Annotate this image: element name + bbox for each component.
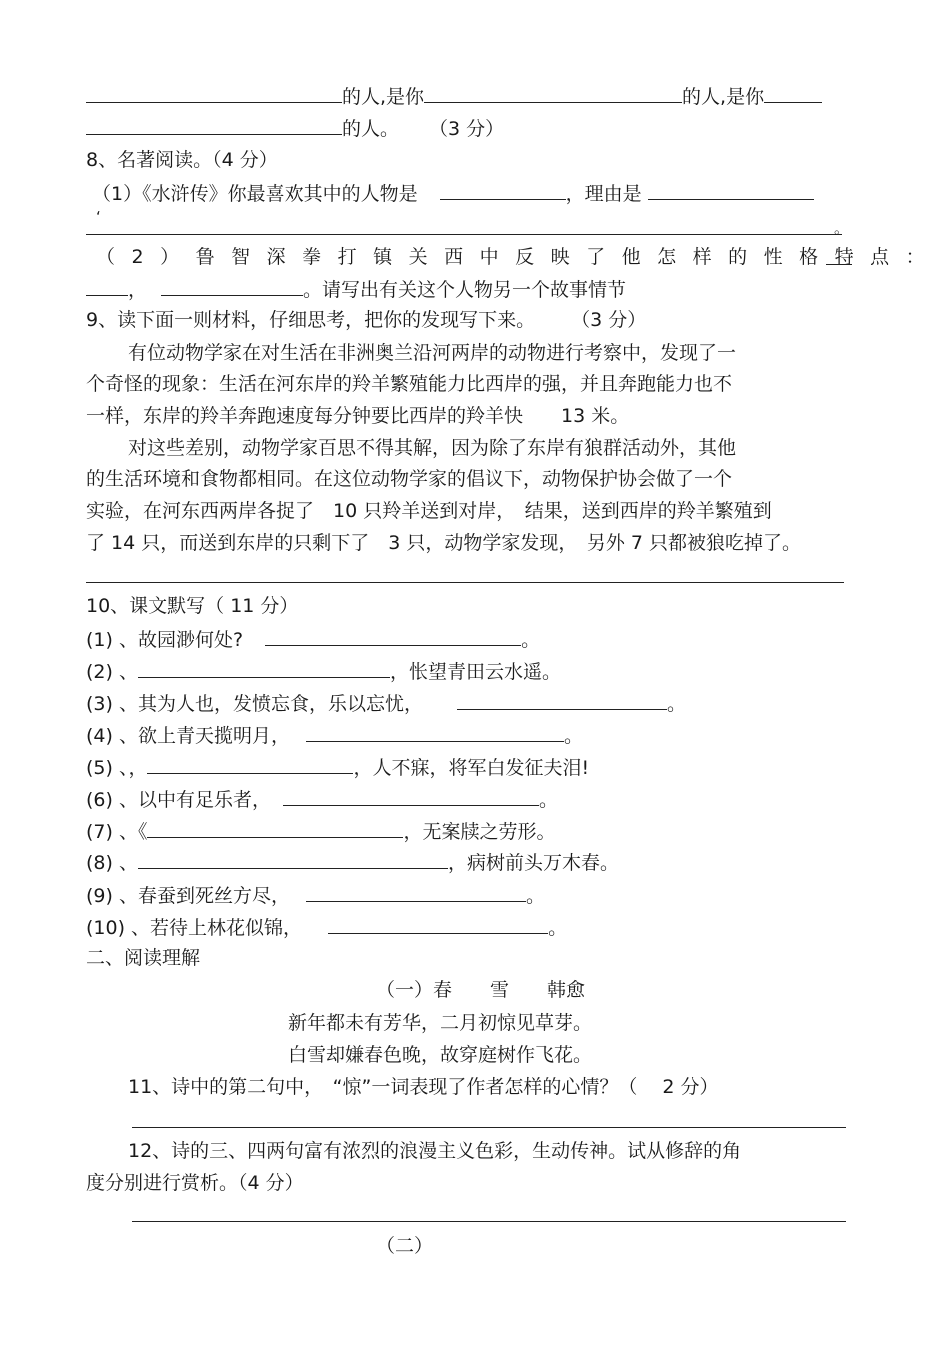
top-line-1: 的人,是你 的人,是你 (86, 84, 822, 109)
answer-blank[interactable] (440, 181, 566, 200)
poem-heading: （一）春 雪 韩愈 (376, 979, 586, 1001)
q8-title: 8、名著阅读。（4 分） (86, 149, 278, 171)
section-title: 二、阅读理解 (86, 947, 201, 969)
answer-line[interactable] (132, 1221, 846, 1222)
answer-blank[interactable] (147, 755, 353, 774)
q9-para: 有位动物学家在对生活在非洲奥兰沿河两岸的动物进行考察中，发现了一 (128, 342, 737, 364)
q9-para: 个奇怪的现象：生活在河东岸的羚羊繁殖能力比西岸的强，并且奔跑能力也不 (86, 373, 733, 395)
q11: 11、诗中的第二句中， “惊”一词表现了作者怎样的心情？（ 2 分） (128, 1076, 719, 1098)
q12: 度分别进行赏析。（4 分） (86, 1172, 304, 1194)
answer-blank[interactable] (147, 819, 403, 838)
q9-para: 实验，在河东西两岸各捉了 10 只羚羊送到对岸， 结果，送到西岸的羚羊繁殖到 (86, 500, 772, 522)
q8-part2: （2）鲁智深拳打镇关西中反映了他怎样的性格特点： (96, 246, 942, 268)
part-heading: （二） (376, 1235, 434, 1257)
recite-item: (1) 、故园渺何处? 。 (86, 629, 541, 651)
q12: 12、诗的三、四两句富有浓烈的浪漫主义色彩，生动传神。试从修辞的角 (128, 1140, 742, 1162)
poem-line: 白雪却嫌春色晚，故穿庭树作飞花。 (288, 1044, 593, 1066)
answer-blank[interactable] (328, 915, 548, 934)
answer-blank[interactable] (138, 850, 448, 869)
q8-part1-mark: ‘ (96, 208, 101, 226)
q9-para: 的生活环境和食物都相同。在这位动物学家的倡议下，动物保护协会做了一个 (86, 468, 733, 490)
q9-title: 9、读下面一则材料，仔细思考，把你的发现写下来。 （3 分） (86, 309, 647, 331)
answer-blank[interactable] (138, 659, 390, 678)
recite-item: (5) 、， ，人不寐，将军白发征夫泪! (86, 757, 590, 779)
answer-blank[interactable] (764, 84, 822, 103)
answer-blank[interactable] (648, 181, 814, 200)
q9-para: 一样，东岸的羚羊奔跑速度每分钟要比西岸的羚羊快 13 米。 (86, 405, 630, 427)
q8-part1: （1）《水浒传》你最喜欢其中的人物是 ，理由是 (92, 181, 814, 206)
answer-line[interactable] (86, 582, 844, 583)
recite-item: (4) 、欲上青天揽明月， 。 (86, 725, 583, 747)
answer-line[interactable] (86, 234, 842, 235)
answer-blank[interactable] (86, 116, 342, 135)
recite-item: (2) 、 ，怅望青田云水遥。 (86, 661, 561, 683)
answer-blank[interactable] (424, 84, 682, 103)
answer-blank[interactable] (283, 787, 539, 806)
recite-item: (7) 、《 ，无案牍之劳形。 (86, 821, 556, 843)
q8-part2-cont: ， 。请写出有关这个人物另一个故事情节 (86, 277, 626, 302)
q10-title: 10、课文默写（ 11 分） (86, 595, 299, 617)
answer-blank[interactable] (265, 627, 521, 646)
recite-item: (6) 、以中有足乐者， 。 (86, 789, 558, 811)
answer-blank[interactable] (306, 723, 564, 742)
top-line-2: 的人。 （3 分） (86, 116, 504, 141)
recite-item: (10) 、若待上林花似锦， 。 (86, 917, 568, 939)
answer-blank[interactable] (86, 84, 342, 103)
recite-item: (3) 、其为人也，发愤忘食，乐以忘忧， 。 (86, 693, 686, 715)
q9-para: 对这些差别，动物学家百思不得其解，因为除了东岸有狼群活动外，其他 (128, 437, 737, 459)
q9-para: 了 14 只，而送到东岸的只剩下了 3 只，动物学家发现， 另外 7 只都被狼吃掉了。 (86, 532, 802, 554)
answer-blank[interactable] (86, 277, 128, 296)
recite-item: (8) 、 ，病树前头万木春。 (86, 852, 619, 874)
answer-blank[interactable] (161, 277, 303, 296)
answer-blank[interactable] (457, 691, 667, 710)
answer-blank[interactable] (826, 246, 852, 265)
recite-item: (9) 、春蚕到死丝方尽， 。 (86, 885, 545, 907)
q8-part1-end: 。 (834, 219, 850, 237)
answer-line[interactable] (132, 1127, 846, 1128)
answer-blank[interactable] (306, 883, 526, 902)
poem-line: 新年都未有芳华，二月初惊见草芽。 (288, 1012, 593, 1034)
